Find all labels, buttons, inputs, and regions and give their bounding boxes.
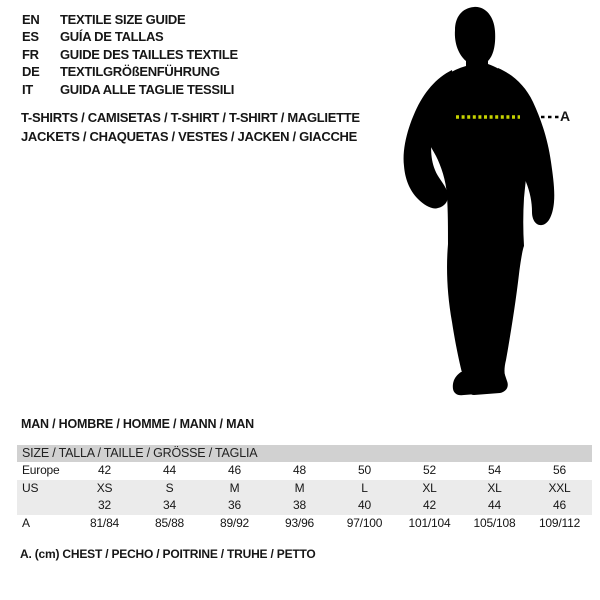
section-title-man: MAN / HOMBRE / HOMME / MANN / MAN: [21, 417, 254, 431]
language-code: FR: [22, 46, 39, 62]
language-code: EN: [22, 12, 40, 27]
cell: 42: [423, 498, 436, 512]
table-row-numeric: [17, 497, 592, 515]
cell: 32: [98, 498, 111, 512]
language-code: ES: [22, 29, 39, 45]
cell: 38: [293, 498, 306, 512]
category-jackets: JACKETS / CHAQUETAS / VESTES / JACKEN / GIACCHE: [21, 129, 357, 144]
cell: 52: [423, 463, 436, 477]
cell: 44: [163, 463, 176, 477]
cell: 105/108: [473, 515, 516, 530]
size-table-header: SIZE / TALLA / TAILLE / GRÖSSE / TAGLIA: [17, 445, 592, 462]
cell: 44: [488, 498, 501, 512]
footnote-chest: A. (cm) CHEST / PECHO / POITRINE / TRUHE / PETTO: [20, 547, 316, 561]
cell: 93/96: [284, 515, 315, 530]
size-table: [17, 445, 592, 532]
category-tshirts: T-SHIRTS / CAMISETAS / T-SHIRT / T-SHIRT / MAGLIETTE: [21, 110, 360, 125]
cell: S: [165, 480, 174, 495]
cell: 56: [553, 463, 566, 477]
cell: 46: [553, 498, 566, 512]
row-label: [17, 497, 72, 515]
row-label: Europe: [22, 463, 60, 477]
man-silhouette-body: [404, 7, 555, 395]
cell: 85/88: [154, 515, 185, 530]
cell: 109/112: [538, 515, 581, 530]
table-row-us: [17, 480, 592, 498]
cell: 81/84: [89, 515, 120, 530]
cell: M: [294, 480, 305, 495]
language-code: DE: [22, 64, 40, 80]
cell: 101/104: [408, 515, 451, 530]
table-row-chest: [17, 515, 592, 533]
row-label: A: [22, 515, 30, 530]
cell: 50: [358, 463, 371, 477]
cell: 89/92: [219, 515, 250, 530]
cell: M: [229, 480, 240, 495]
language-label: GUÍA DE TALLAS: [60, 29, 164, 45]
measure-label-a: A: [560, 108, 571, 124]
cell: 54: [488, 463, 501, 477]
cell: 97/100: [346, 515, 383, 530]
cell: 48: [293, 463, 306, 477]
cell: 46: [228, 463, 241, 477]
cell: XL: [422, 480, 437, 495]
cell: 36: [228, 498, 241, 512]
cell: XS: [96, 480, 113, 495]
cell: XL: [487, 480, 502, 495]
language-label: GUIDA ALLE TAGLIE TESSILI: [60, 81, 235, 97]
cell: 34: [163, 498, 176, 512]
cell: L: [361, 480, 368, 495]
table-row-europe: [17, 462, 592, 480]
cell: XXL: [548, 480, 571, 495]
language-label: TEXTILE SIZE GUIDE: [60, 12, 186, 27]
row-label: US: [22, 480, 39, 495]
cell: 40: [358, 498, 371, 512]
language-label: GUIDE DES TAILLES TEXTILE: [60, 46, 238, 62]
cell: 42: [98, 463, 111, 477]
language-code: IT: [22, 81, 33, 97]
language-label: TEXTILGRÖßENFÜHRUNG: [60, 64, 220, 80]
